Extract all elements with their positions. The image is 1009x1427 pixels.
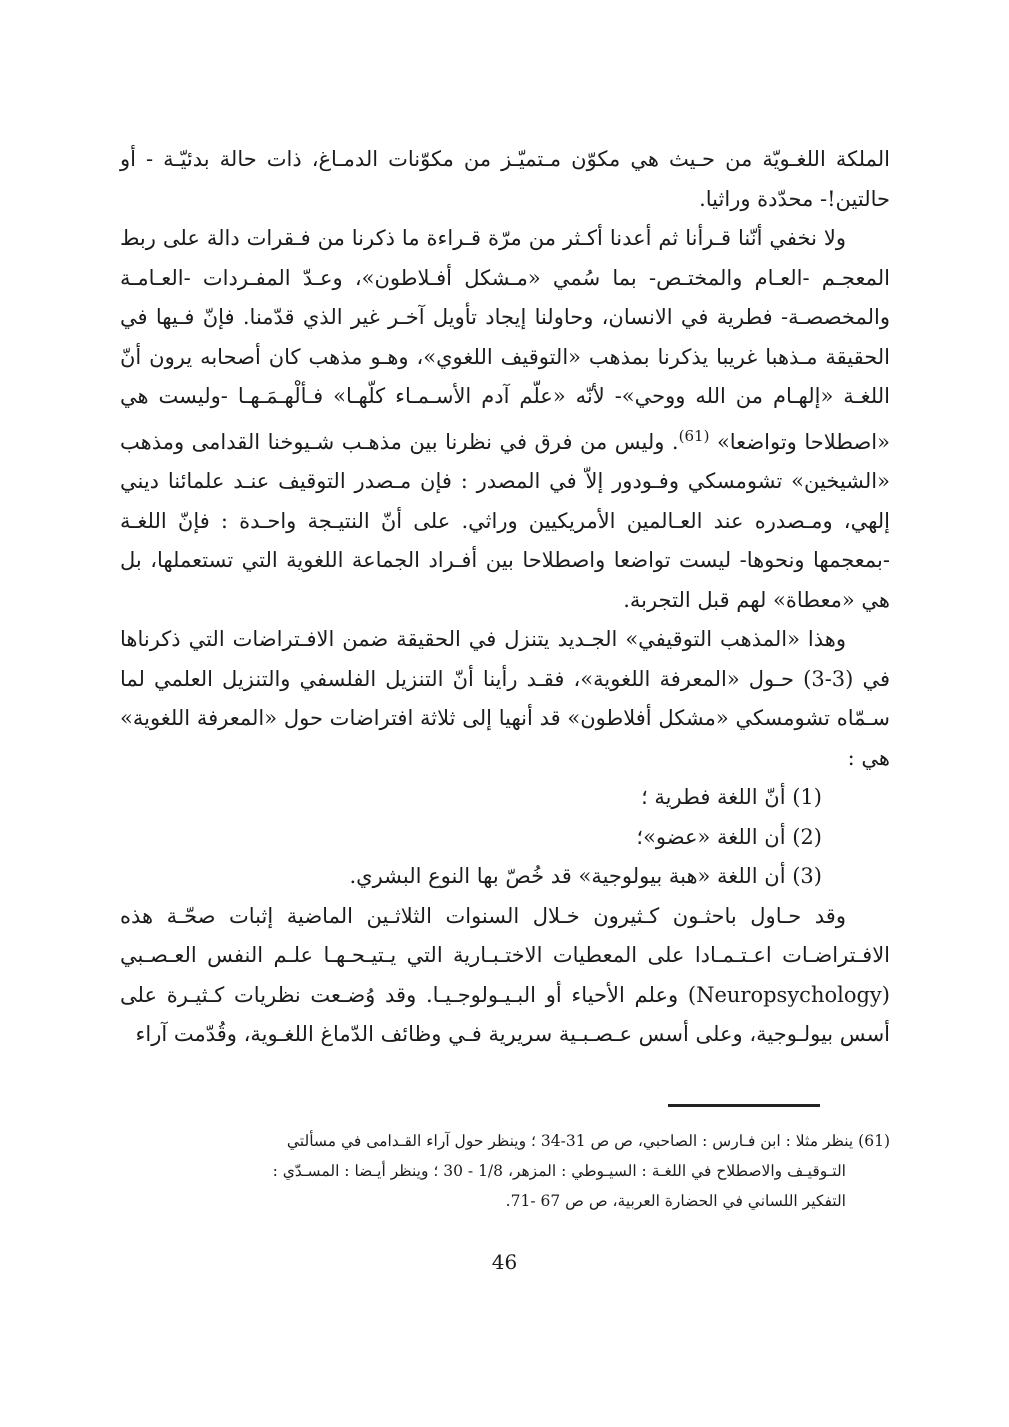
paragraph-2: ولا نخفي أنّنا قـرأنا ثم أعدنا أكـثر من مرّة قـراءة ما ذكرنا من فـقرات دالة على ربط المعجـم -العـام والمختـص- بما سُمي «مـشكل أفـلاطون»، وعـدّ المفـردات -العـامـة والمخصصـة- فطرية في الانسان، وحاولنا إيجاد تأويل آخـر غير الذي قدّمنا. فإنّ فـيها في الحقيقة مـذهبا غريبا يذكرنا بمذهب «التوقيف اللغوي»، وهـو مذهب كان أصحابه يرون أنّ اللغـة «إلهـام من الله ووحي»- لأنّه «علّم آدم الأسـمـاء كلّهـا» فـألْهـمَـهـا -وليست هي «اصطلاحا وتواضعا» $^{(61)}$. وليس من فرق في نظرنا بين مذهـب شـيوخنا القدامى ومذهب «الشيخين» تشومسكي وفـودور إلاّ في المصدر : فإن مـصدر التوقيف عنـد علمائنا ديني إلهي، ومـصدره عند العـالمين الأمريكيين وراثي. على أنّ النتيـجة واحـدة : فإنّ اللغـة -بمعجمها ونحوها- ليست تواضعا واصطلاحا بين أفـراد الجماعة اللغوية التي تستعملها، بل هي «معطاة» لهم قبل التجربة. [120, 226, 890, 612]
list-item-2: (2) أن اللغة «عضو»؛ [636, 824, 822, 849]
footnote-61-line-1: (61) ينظر مثلا : ابن فـارس : الصاحبي، ص ص 31-34 ؛ وينظر حول آراء القـدامى في مسألتي [286, 1132, 890, 1150]
paragraph-2-text: ولا نخفي أنّنا قـرأنا ثم أعدنا أكـثر من مرّة قـراءة ما ذكرنا من فـقرات دالة على ربط المعجـم -العـام والمختـص- بما سُمي «مـشكل أفـلاطون»، وعـدّ المفـردات -العـامـة والمخصصـة- فطرية في الانسان، وحاولنا إيجاد تأويل آخـر غير الذي قدّمنا. فإنّ فـيها في الحقيقة مـذهبا غريبا يذكرنا بمذهب «التوقيف اللغوي»، وهـو مذهب كان أصحابه يرون أنّ اللغـة «إلهـام من الله ووحي»- لأنّه «علّم آدم الأسـمـاء كلّهـا» فـألْهـمَـهـا -وليست هي «اصطلاحا وتواضعا» [120, 226, 890, 454]
list-item-1: (1) أنّ اللغة فطرية ؛ [641, 785, 822, 809]
footnote-61-line-3: التفكير اللساني في الحضارة العربية، ص ص 67 -71. [505, 1192, 846, 1210]
body-text [120, 140, 890, 1055]
footnotes [120, 1126, 890, 1216]
footnote-separator [668, 1104, 820, 1107]
paragraph-3: وهذا «المذهب التوقيفي» الجـديد يتنزل في الحقيقة ضمن الافـتراضات التي ذكرناها في (3-3) حـول «المعرفة اللغوية»، فقـد رأينا أنّ التنزيل الفلسفي والتنزيل العلمي لما سـمّاه تشومسكي «مشكل أفلاطون» قد أنهيا إلى ثلاثة افتراضات حول «المعرفة اللغوية» هي : [120, 627, 890, 770]
footnote-ref-61[interactable]: (61) [678, 426, 710, 445]
page-number: 46 [491, 1250, 518, 1274]
footnote-61-line-2: التـوقيـف والاصطلاح في اللغـة : السيـوطي : المزهر، 1/8 - 30 ؛ وينظر أيـضا : المسـدّي : [272, 1162, 846, 1180]
paragraph-1: الملكة اللغـويّة من حـيث هي مكوّن مـتميّـز من مكوّنات الدمـاغ، ذات حالة بدئيّـة - أو حالتين!- محدّدة وراثيا. [120, 147, 890, 211]
paragraph-2-continued: وليس من فرق في نظرنا بين مذهـب شـيوخنا القدامى ومذهب «الشيخين» تشومسكي وفـودور إلاّ في المصدر : فإن مـصدر التوقيف عنـد علمائنا ديني إلهي، ومـصدره عند العـالمين الأمريكيين وراثي. على أنّ النتيـجة واحـدة : فإنّ اللغـة -بمعجمها ونحوها- ليست تواضعا واصطلاحا بين أفـراد الجماعة اللغوية التي تستعملها، بل هي «معطاة» لهم قبل التجربة. [120, 429, 890, 612]
list-item-3: (3) أن اللغة «هبة بيولوجية» قد خُصّ بها النوع البشري. [349, 864, 822, 888]
paragraph-4: وقد حـاول باحثـون كـثيرون خـلال السنوات الثلاثـين الماضية إثبات صحّـة هذه الافـتراضـات اعـتـمـادا على المعطيات الاختـبـارية التي يـتيـحـهـا علـم النفس العـصـبي (Neuropsychology) وعلم الأحياء أو البـيـولوجـيـا. وقد وُضـعت نظريات كـثيـرة على أسس بيولـوجية، وعلى أسس عـصـبـية سريرية فـي وظائف الدّماغ اللغـوية، وقُدّمت آراء [120, 903, 891, 1046]
